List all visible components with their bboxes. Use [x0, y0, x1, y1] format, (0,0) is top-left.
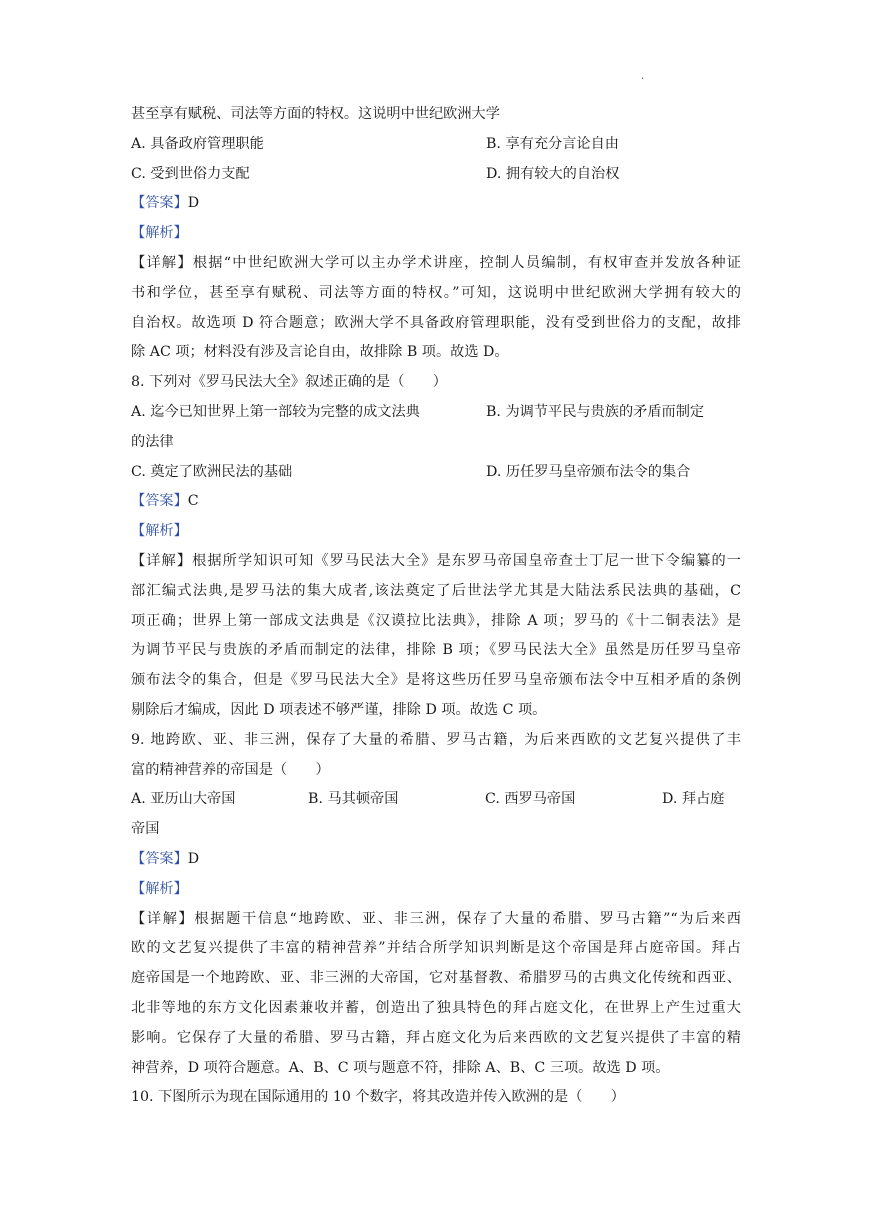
q7-answer [131, 189, 741, 219]
answer-value: D [187, 850, 200, 867]
q7-options-row-2 [131, 160, 741, 190]
detail-text: 根据所学知识可知《罗马民法大全》是东罗马帝国皇帝查士丁尼一世下令编纂的一 [192, 552, 741, 569]
q7-detail-line [131, 249, 741, 279]
q10-stem: 10. 下图所示为现在国际通用的 10 个数字，将其改造并传入欧洲的是（ ） [131, 1089, 625, 1106]
q9-option-d: D. 拜占庭 [662, 791, 725, 808]
q8-option-d: D. 历任罗马皇帝颁布法令的集合 [486, 463, 691, 480]
q9-option-c: C. 西罗马帝国 [485, 791, 576, 808]
q8-option-a: A. 迄今已知世界上第一部较为完整的成文法典 [131, 403, 420, 420]
q9-stem: 富的精神营养的帝国是（ ） [131, 761, 330, 778]
q9-detail-line: 神营养，D 项符合题意。A、B、C 项与题意不符，排除 A、B、C 三项。故选 D 项。 [131, 1059, 670, 1076]
q9-option-b: B. 马其顿帝国 [308, 791, 399, 808]
q9-options-row [131, 785, 741, 815]
q8-option-b-wrap: 的法律 [131, 433, 174, 450]
answer-label: 【答案】 [131, 850, 188, 867]
q9-option-a: A. 亚历山大帝国 [131, 791, 236, 808]
q8-options-row-2 [131, 458, 741, 488]
q9-detail-line [131, 905, 741, 935]
q8-stem: 8. 下列对《罗马民法大全》叙述正确的是（ ） [131, 374, 447, 391]
answer-label: 【答案】 [131, 493, 188, 510]
q8-detail-line [131, 547, 741, 577]
detail-label: 【详解】 [131, 910, 195, 927]
detail-label: 【详解】 [131, 552, 193, 569]
q9-detail-line: 庭帝国是一个地跨欧、亚、非三洲的大帝国，它对基督教、希腊罗马的古典文化传统和西亚、 [131, 970, 741, 987]
q7-detail-line: 自治权。故选项 D 符合题意；欧洲大学不具备政府管理职能，没有受到世俗力的支配，故排 [131, 314, 741, 331]
q7-options-row-1 [131, 130, 741, 160]
q7-detail-line: 除 AC 项；材料没有涉及言论自由，故排除 B 项。故选 D。 [131, 344, 509, 361]
q8-option-b: B. 为调节平民与贵族的矛盾而制定 [486, 403, 705, 420]
q7-stem-tail: 甚至享有赋税、司法等方面的特权。这说明中世纪欧洲大学 [131, 106, 500, 122]
q8-detail-line: 项正确；世界上第一部成文法典是《汉谟拉比法典》，排除 A 项；罗马的《十二铜表法》是 [131, 612, 741, 629]
q8-answer [131, 487, 741, 517]
q8-option-c: C. 奠定了欧洲民法的基础 [131, 463, 293, 480]
q9-answer [131, 845, 741, 875]
q8-detail-line: 剔除后才编成，因此 D 项表述不够严谨，排除 D 项。故选 C 项。 [131, 701, 547, 718]
q8-options-row-1 [131, 398, 741, 428]
corner-mark: · [641, 74, 645, 85]
q9-detail-line: 北非等地的东方文化因素兼收并蓄，创造出了独具特色的拜占庭文化，在世界上产生过重大 [131, 999, 741, 1016]
q7-option-d: D. 拥有较大的自治权 [486, 165, 620, 182]
q7-analysis-label: 【解析】 [131, 225, 188, 242]
answer-value: C [187, 493, 199, 510]
answer-value: D [187, 195, 200, 212]
q8-detail-line: 颁布法令的集合，但是《罗马民法大全》是将这些历任罗马皇帝颁布法令中互相矛盾的条例 [131, 672, 741, 689]
detail-label: 【详解】 [131, 254, 193, 271]
q7-option-b: B. 享有充分言论自由 [486, 135, 619, 152]
q9-detail-line: 欧的文艺复兴提供了丰富的精神营养”并结合所学知识判断是这个帝国是拜占庭帝国。拜占 [131, 940, 741, 957]
q7-option-a: A. 具备政府管理职能 [131, 135, 264, 152]
q8-detail-line: 为调节平民与贵族的矛盾而制定的法律，排除 B 项；《罗马民法大全》虽然是历任罗马皇帝 [131, 642, 741, 659]
q9-detail-line: 影响。它保存了大量的希腊、罗马古籍，拜占庭文化为后来西欧的文艺复兴提供了丰富的精 [131, 1029, 741, 1046]
answer-label: 【答案】 [131, 195, 188, 212]
q7-detail-line: 书和学位，甚至享有赋税、司法等方面的特权。”可知，这说明中世纪欧洲大学拥有较大的 [131, 284, 741, 301]
q8-analysis-label: 【解析】 [131, 523, 188, 540]
q7-option-c: C. 受到世俗力支配 [131, 165, 250, 182]
q8-detail-line: 部汇编式法典,是罗马法的集大成者,该法奠定了后世法学尤其是大陆法系民法典的基础，C [131, 582, 741, 599]
q9-option-d-wrap: 帝国 [131, 821, 160, 838]
q9-stem: 9. 地跨欧、亚、非三洲，保存了大量的希腊、罗马古籍，为后来西欧的文艺复兴提供了丰 [131, 731, 741, 748]
detail-text: 根据题干信息“地跨欧、亚、非三洲，保存了大量的希腊、罗马古籍”“为后来西 [194, 910, 741, 927]
detail-text: 根据“中世纪欧洲大学可以主办学术讲座，控制人员编制，有权审查并发放各种证 [192, 254, 741, 271]
document-page [131, 100, 741, 1113]
q9-analysis-label: 【解析】 [131, 880, 188, 897]
